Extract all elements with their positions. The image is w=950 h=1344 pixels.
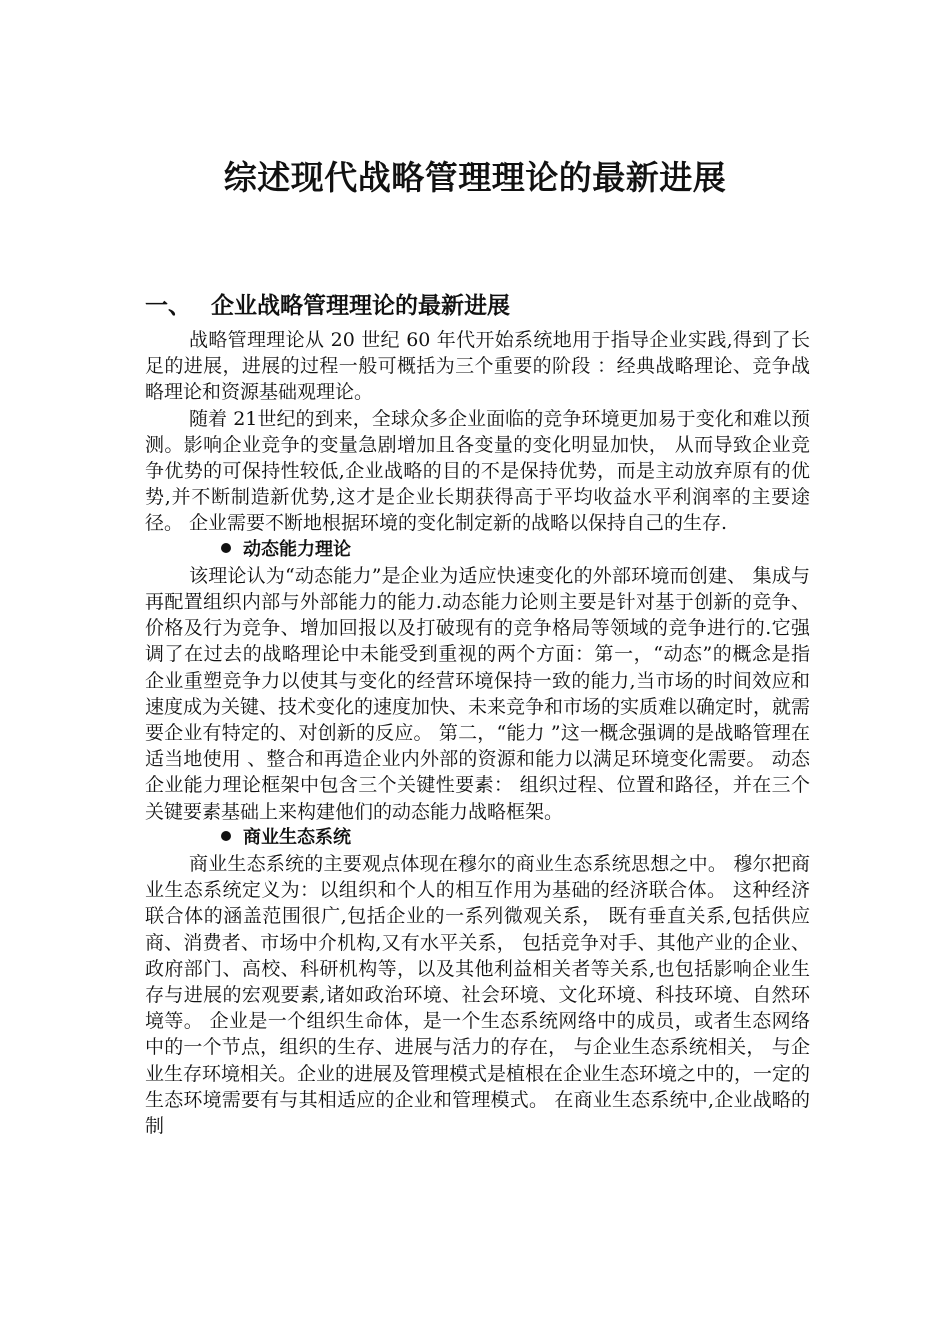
- subsection-title: 动态能力理论: [243, 538, 351, 560]
- paragraph-21st-century: 随着 21世纪的到来，全球众多企业面临的竞争环境更加易于变化和难以预测。影响企业竞争的变量急剧增加且各变量的变化明显加快， 从而导致企业竞争优势的可保持性较低,企业战略的目的不是保持优势，而是主动放弃原有的优势,并不断制造新优势,这才是企业长期获得高于平均收益水平利润率的主要途径。 企业需要不断地根据环境的变化制定新的战略以保持自己的生存.: [145, 407, 810, 535]
- bullet-icon: [221, 543, 231, 553]
- section-heading: [145, 288, 510, 324]
- subsection-title: 商业生态系统: [243, 826, 351, 848]
- section-heading-text: 企业战略管理理论的最新进展: [211, 292, 510, 319]
- subsection-heading-dynamic-capability: [145, 537, 810, 563]
- paragraph-business-ecosystem: 商业生态系统的主要观点体现在穆尔的商业生态系统思想之中。 穆尔把商业生态系统定义为：以组织和个人的相互作用为基础的经济联合体。 这种经济联合体的涵盖范围很广,包括企业的一系列微观关系， 既有垂直关系,包括供应商、消费者、市场中介机构,又有水平关系， 包括竞争对手、其他产业的企业、政府部门、高校、科研机构等，以及其他利益相关者等关系,也包括影响企业生存与进展的宏观要素,诸如政治环境、社会环境、文化环境、科技环境、自然环境等。 企业是一个组织生命体，是一个生态系统网络中的成员，或者生态网络中的一个节点，组织的生存、进展与活力的存在， 与企业生态系统相关， 与企业生存环境相关。企业的进展及管理模式是植根在企业生态环境之中的，一定的生态环境需要有与其相适应的企业和管理模式。 在商业生态系统中,企业战略的制: [145, 853, 811, 1138]
- document-body: [145, 327, 810, 1139]
- section-number: 一、: [145, 292, 191, 319]
- subsection-heading-business-ecosystem: [145, 825, 810, 851]
- paragraph-dynamic-capability: 该理论认为“动态能力”是企业为适应快速变化的外部环境而创建、 集成与再配置组织内部与外部能力的能力.动态能力论则主要是针对基于创新的竞争、价格及行为竞争、增加回报以及打破现有的竞争格局等领域的竞争进行的.它强调了在过去的战略理论中未能受到重视的两个方面：第一，“动态”的概念是指企业重塑竞争力以使其与变化的经营环境保持一致的能力,当市场的时间效应和速度成为关键、技术变化的速度加快、未来竞争和市场的实质难以确定时，就需要企业有特定的、对创新的反应。 第二，“能力 ”这一概念强调的是战略管理在适当地使用 、整合和再造企业内外部的资源和能力以满足环境变化需要。 动态企业能力理论框架中包含三个关键性要素： 组织过程、位置和路径，并在三个关键要素基础上来构建他们的动态能力战略框架。: [145, 564, 811, 823]
- document-title: 综述现代战略管理理论的最新进展: [223, 158, 727, 197]
- bullet-icon: [221, 831, 231, 841]
- paragraph-intro: 战略管理理论从 20 世纪 60 年代开始系统地用于指导企业实践,得到了长足的进展，进展的过程一般可概括为三个重要的阶段 ：经典战略理论、竞争战略理论和资源基础观理论。: [145, 329, 810, 404]
